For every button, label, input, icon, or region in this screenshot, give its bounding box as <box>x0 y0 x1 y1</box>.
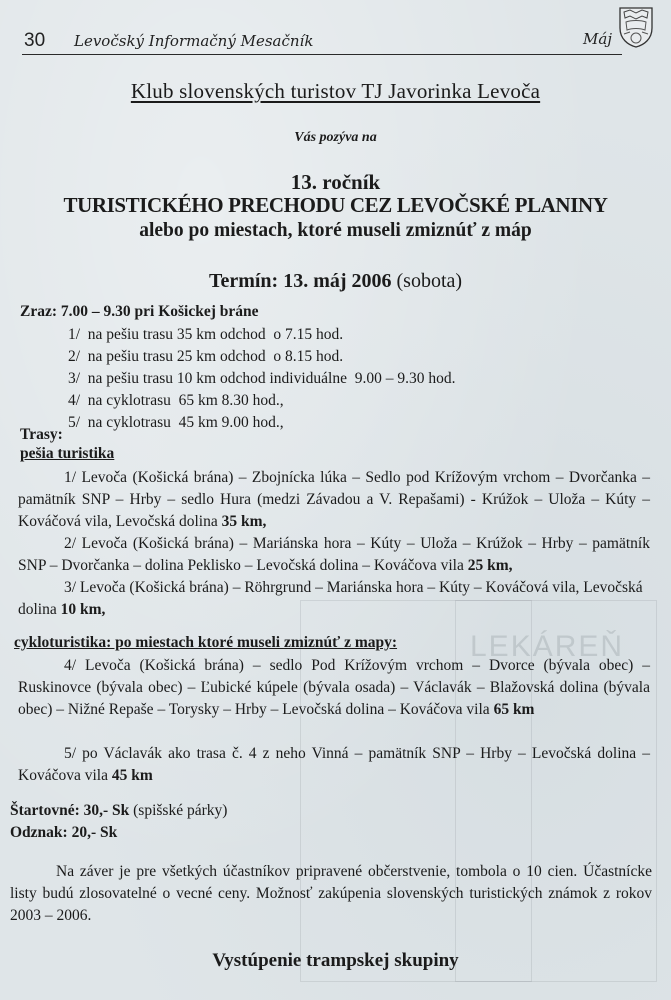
town-coat-of-arms-icon <box>618 6 654 48</box>
closing-paragraph: Na záver je pre všetkých účastníkov pripravené občerstvenie, tombola o 10 cien. Účastnícke listy budú zlosovatelné o vecné ceny. Možnosť zakúpenia slovenských turistických známok z rokov 2003 – 2006. <box>10 863 652 924</box>
route-description: 3/ Levoča (Košická brána) – Röhrgrund – Mariánska hora – Kúty – Kováčová vila, Levočská dolina <box>18 579 643 618</box>
route-description: 5/ po Václavák ako trasa č. 4 z neho Vinná – pamätník SNP – Hrby – Levočská dolina – Kováčova vila <box>18 745 650 784</box>
route-distance: 65 km <box>493 701 535 718</box>
cycling-route <box>18 655 650 721</box>
departure-item: 3/ na pešiu trasu 10 km odchod individuálne 9.00 – 9.30 hod. <box>68 370 456 387</box>
hiking-route <box>18 577 650 621</box>
routes-heading: Trasy: <box>20 426 63 443</box>
bleed-through-text: LEKÁREŇ <box>470 630 625 663</box>
event-date <box>0 270 671 293</box>
publication-title: Levočský Informačný Mesačník <box>74 32 314 50</box>
departure-list <box>68 324 455 434</box>
departure-item: 1/ na pešiu trasu 35 km odchod o 7.15 hod. <box>68 326 344 343</box>
club-title <box>0 79 671 104</box>
running-header <box>22 30 622 55</box>
event-date-day: (sobota) <box>396 270 463 292</box>
performance-heading: Vystúpenie trampskej skupiny <box>212 950 459 971</box>
route-distance: 35 km, <box>221 513 267 530</box>
departure-item: 5/ na cyklotrasu 45 km 9.00 hod., <box>68 414 284 431</box>
fees <box>10 800 227 844</box>
route-distance: 10 km, <box>60 601 106 618</box>
hiking-route <box>18 533 650 577</box>
meeting-point: Zraz: 7.00 – 9.30 pri Košickej bráne <box>20 303 259 320</box>
badge-fee: Odznak: 20,- Sk <box>10 824 118 841</box>
departure-item: 2/ na pešiu trasu 25 km odchod o 8.15 hod. <box>68 348 344 365</box>
page-number: 30 <box>24 30 46 51</box>
route-distance: 25 km, <box>467 557 513 574</box>
edition-line: 13. ročník <box>290 170 381 194</box>
entry-fee <box>10 800 227 822</box>
route-description: 2/ Levoča (Košická brána) – Mariánska hora – Kúty – Uloža – Krúžok – Hrby – pamätník SNP – Dvorčanka – dolina Peklisko – Levočská dolina – Kováčova vila <box>18 535 650 574</box>
departure-item: 4/ na cyklotrasu 65 km 8.30 hod., <box>68 392 284 409</box>
event-subtitle: alebo po miestach, ktoré museli zmiznúť z máp <box>139 220 532 241</box>
event-title: TURISTICKÉHO PRECHODU CEZ LEVOČSKÉ PLANINY <box>63 193 608 217</box>
cycling-route <box>18 743 650 787</box>
route-distance: 45 km <box>111 767 153 784</box>
event-date-label: Termín: 13. máj 2006 <box>208 270 392 292</box>
hiking-heading: pešia turistika <box>20 445 115 462</box>
hiking-route <box>18 467 650 533</box>
issue-month: Máj <box>583 30 612 48</box>
entry-fee-note: (spišské párky) <box>133 802 228 819</box>
cycling-heading: cykloturistika: po miestach ktoré museli zmiznúť z mapy: <box>14 634 398 651</box>
club-title-text: Klub slovenských turistov TJ Javorinka Levoča <box>130 79 541 103</box>
route-description: 1/ Levoča (Košická brána) – Zbojnícka lúka – Sedlo pod Krížovým vrchom – Dvorčanka – pamätník SNP – Hrby – sedlo Hura (medzi Závadou a V. Repašami) - Krúžok – Uloža – Kúty – Kováčová vila, Levočská dolina <box>18 469 650 530</box>
entry-fee-label: Štartovné: 30,- Sk <box>10 802 130 819</box>
route-description: 4/ Levoča (Košická brána) – sedlo Pod Krížovým vrchom – Dvorce (bývala obec) – Ruskinovce (bývala obec) – Ľubické kúpele (bývala osada) – Václavák – Blažovská dolina (bývala obec) – Nižné Repaše – Torysky – Hrby – Levočská dolina – Kováčova vila <box>18 657 650 718</box>
invitation-line: Vás pozýva na <box>294 130 377 145</box>
